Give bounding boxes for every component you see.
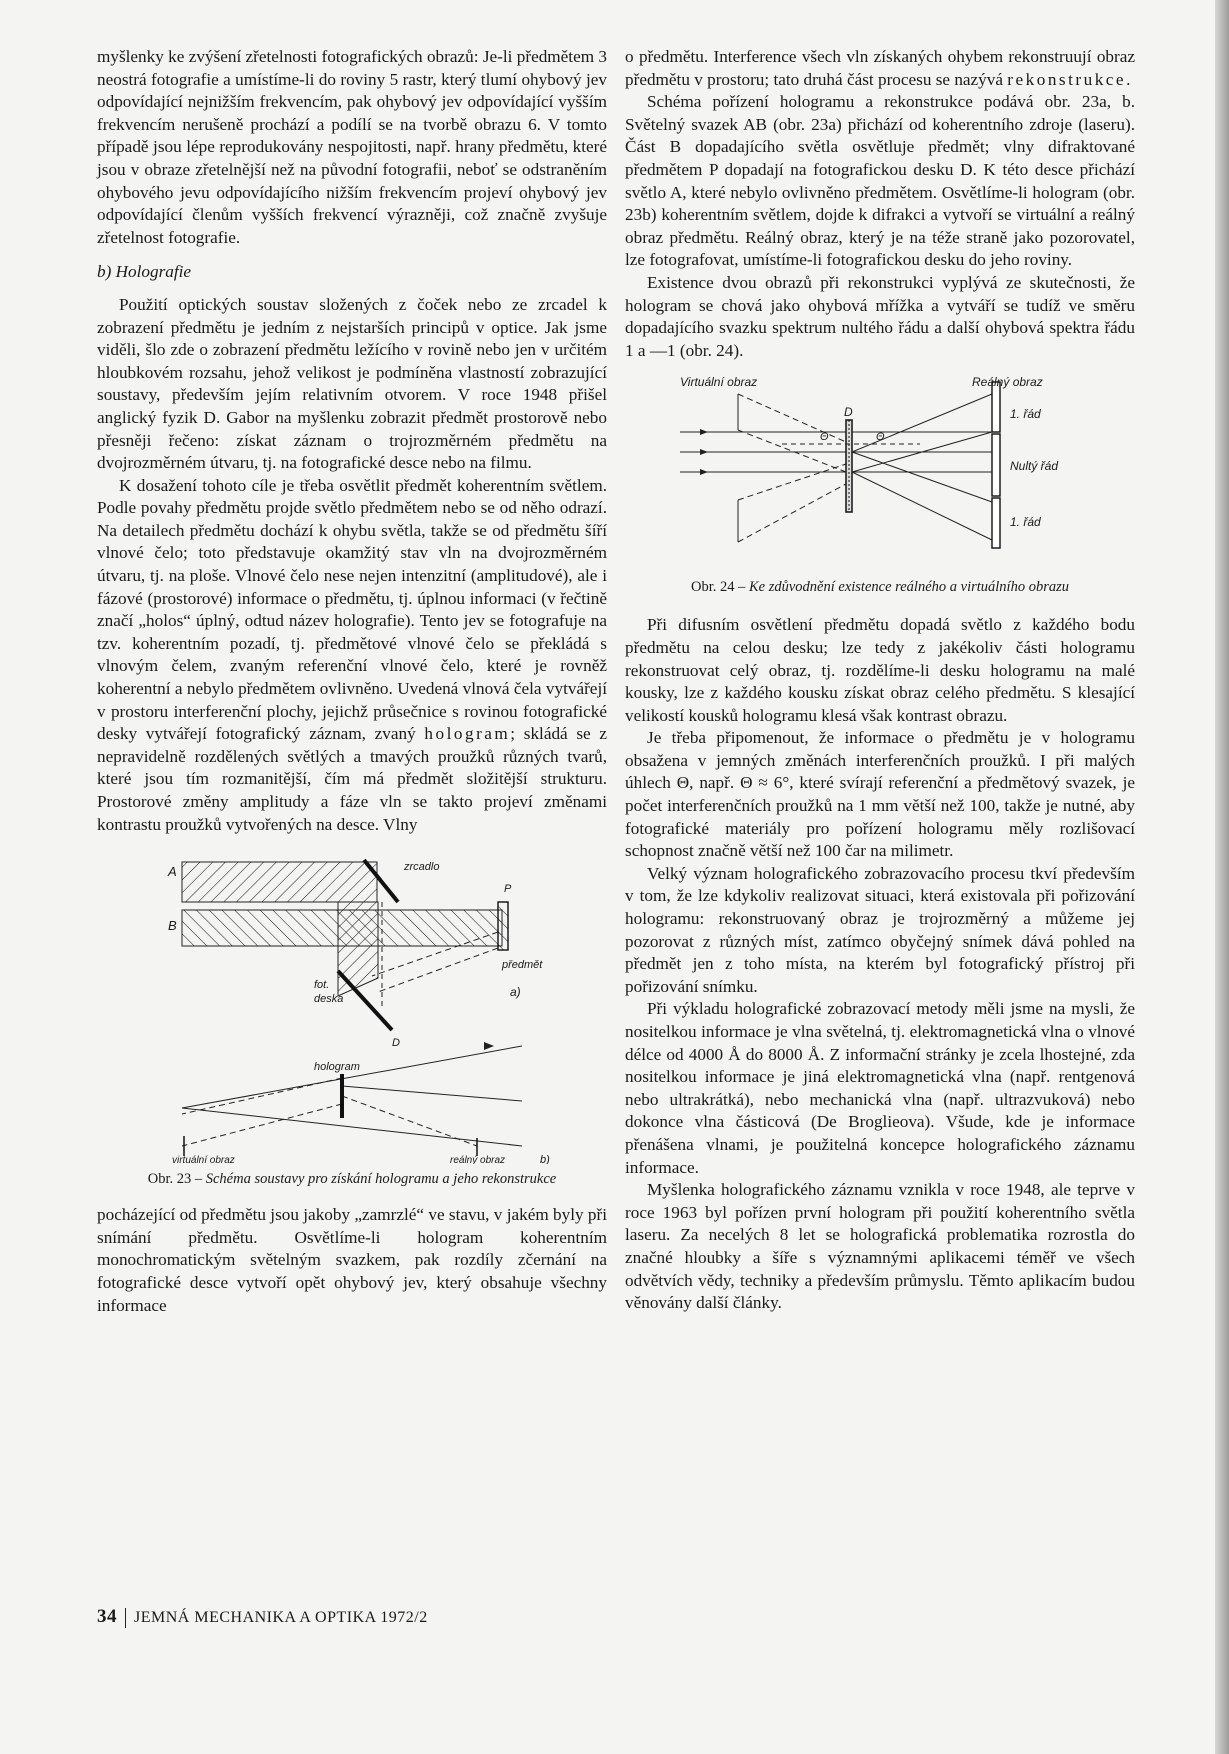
scatter-ray [378, 948, 498, 992]
beam-b [182, 910, 502, 946]
caption-number: Obr. 23 [147, 1171, 192, 1188]
section-heading: b) Holografie [97, 262, 192, 282]
virtual-ray [738, 394, 846, 442]
paragraph: Při výkladu holografické zobrazovací metody měli jsme na mysli, že nositelkou informace je vlna světelná, tj. elektromagnetická vlna o vlnové délce od 4000 Å do 8000 Å. Z informační stránky je zcela lhostejné, zda nositelkou informace je jiná elektromagnetická vlna (např. rentgenová nebo ultrakrátká), nebo mechanická vlna (např. ultrazvuková) nebo dokonce vlna částicová (De Broglieova). Všude, kde je informace přenášena vlnami, je použitelná koncepce holografického záznamu informace. [625, 999, 1135, 1177]
text-run: o předmětu. Interference všech vln získaných ohybem rekonstruují obraz předmětu v prostoru; tato druhá část procesu se nazývá [625, 47, 1135, 89]
real-ray [342, 1096, 477, 1146]
paragraph: Velký význam holografického zobrazovacího procesu tkví především v tom, že lze kdykoliv realizovat situaci, která existovala při pořizování hologramu: rekonstruovaný obraz je trojrozměrný a můžeme jej pozorovat z různých míst, zatímco obyčejný snímek dává pohled na předmět jen z toho místa, na kterém byl fotografický přístroj při pořizování snímku. [625, 863, 1135, 996]
text-run: . [1126, 69, 1131, 89]
paragraph: Myšlenka holografického záznamu vznikla v roce 1948, ale teprve v roce 1963 byl pořízen první hologram při použití koherentního světla laseru. Za necelých 8 let se holografická problematika rozrostla do značné hloubky a šíře s významnými aplikacemi téměř ve všech odvětvích vědy, techniky a především průmyslu. Těmto aplikacím budou věnovány další články. [625, 1180, 1135, 1313]
screen-order-1-bottom [992, 498, 1000, 548]
page-number: 34 [97, 1606, 117, 1627]
paragraph: Při difusním osvětlení předmětu dopadá světlo z každého bodu předmětu na celou desku; lze tedy z jakékoliv části hologramu rekonstruovat celý obraz, tj. rozdělíme-li desku hologramu na malé kousky, lze z každého kousku získat obraz celého předmětu. S klesající velikostí kousků hologramu klesá však kontrast obrazu. [625, 615, 1135, 725]
figure-23 [97, 856, 607, 1188]
label-b-subfig: b) [540, 1154, 550, 1165]
paragraph: Existence dvou obrazů při rekonstrukci vyplývá ze skutečnosti, že hologram se chová jako ohybová mřížka a vytváří se tudíž ve směru dopadajícího svazku spektrum nultého řádu a další ohybová spektra řádu 1 a —1 (obr. 24). [625, 272, 1135, 360]
paragraph [97, 475, 607, 837]
label-real: reálný obraz [450, 1155, 506, 1165]
label-order-1-bottom: 1. řád [1010, 515, 1041, 530]
label-d: D [844, 405, 853, 420]
label-real: Reálný obraz [972, 375, 1043, 390]
ray [182, 1108, 522, 1146]
screen-order-0 [992, 434, 1000, 496]
page-edge-shadow [1215, 0, 1229, 1754]
text-run: ; skládá se z nepravidelně rozdělených světlých a tmavých proužků různých tvarů, které jsou tím rozmanitější, čím má předmět složitější strukturu. Prostorové změny amplitudy a fáze vln se takto projeví změnami kontrastu proužků vytvořených na desce. Vlny [97, 724, 608, 834]
label-d: D [392, 1037, 400, 1050]
right-column [625, 46, 1135, 1315]
ray [182, 1046, 522, 1108]
paragraph: Je třeba připomenout, že informace o předmětu je v hologramu obsažena v jemných změnách interferenčních proužků. I při malých úhlech Θ, např. Θ ≈ 6°, které svírají referenční a předmětový svazek, je počet interferenčních proužků na 1 mm větší než 100, takže je nutné, aby fotografické materiály pro pořízení hologramu měly rozlišovací schopnost značně větší než 100 čar na milimetr. [625, 728, 1135, 861]
real-ray [852, 472, 992, 540]
label-theta-right: Θ [876, 431, 885, 444]
label-virtual: virtuální obraz [172, 1155, 235, 1165]
label-object: předmět [502, 959, 543, 972]
caption-text: Schéma soustavy pro získání hologramu a jeho rekonstrukce [205, 1171, 557, 1188]
page-footer [97, 1606, 428, 1628]
virtual-ray [738, 464, 846, 500]
paragraph: Schéma pořízení hologramu a rekonstrukce podává obr. 23a, b. Světelný svazek AB (obr. 23a) přichází od koherentního zdroje (laseru). Část B dopadajícího světla osvětluje předmět; vlny difraktované předmětem P dopadají na fotografickou desku D. K této desce přichází světlo A, které nebylo ovlivněno předmětem. Osvětlíme-li hologram (obr. 23b) koherentním světlem, dojde k difrakci a vytvoří se virtuální a reálný obraz předmětu. Reálný obraz, který je na téže straně jako pozorovatel, lze fotografovat, umístíme-li fotografickou desku do jeho roviny. [625, 92, 1135, 270]
real-ray [852, 452, 992, 502]
paragraph: myšlenky ke zvýšení zřetelnosti fotografických obrazů: Je-li předmětem 3 neostrá fotografie a umístíme-li do roviny 5 rastr, který tlumí ohybový jev odpovídající nejnižším frekvencím, pak ohybový jev odpovídající vyšším frekvencím nerušeně prochází a podílí se na tvorbě obrazu 6. V tomto případě jsou lépe reprodukovány nespojitosti, např. hrany předmětu, které jsou v obraze zřetelnější než na původní fotografii, neboť se odstraněním ohybového jevu odpovídajícího nižším frekvencím projeví ohybový jev odpovídající členům vyšších frekvencí výrazněji, což značně zvyšuje zřetelnost fotografie. [97, 47, 607, 247]
arrow-icon [700, 429, 708, 475]
label-mirror: zrcadlo [404, 861, 440, 874]
virtual-ray [738, 484, 846, 542]
footer-divider [125, 1608, 126, 1628]
beam-a [182, 862, 377, 902]
label-theta-left: Θ [820, 431, 829, 444]
emphasized-term: rekonstrukce [1007, 69, 1127, 89]
journal-title: JEMNÁ MECHANIKA A OPTIKA 1972/2 [134, 1609, 428, 1626]
figure-23-caption: Obr. 23 – Schéma soustavy pro získání hologramu a jeho rekonstrukce [147, 1171, 557, 1188]
paragraph: Použití optických soustav složených z čoček nebo ze zrcadel k zobrazení předmětu je jedním z nejstarších principů v optice. Jak jsme viděli, šlo zde o zobrazení předmětu ležícího v rovině nebo jen v určitém hloubkovém rozsahu, jehož velikost je podmíněna vlastností zobrazující soustavy, především jejím relativním otvorem. V roce 1948 přišel anglický fyzik D. Gabor na myšlenku zobrazit předmět prostorově nebo přesněji řečeno: získat záznam o trojrozměrném předmětu na dvojrozměrném útvaru, tj. na fotografické desce nebo na filmu. [97, 294, 607, 473]
figure-24-diagram [670, 372, 1090, 572]
paragraph [625, 46, 1135, 91]
label-plate-2: deska [314, 993, 344, 1006]
caption-number: Obr. 24 [690, 579, 735, 596]
label-order-1-top: 1. řád [1010, 407, 1041, 422]
label-hologram: hologram [314, 1061, 360, 1074]
text-run: K dosažení tohoto cíle je třeba osvětlit předmět koherentním světlem. Podle povahy předmětu projde světlo předmětem nebo se od něho odrazí. Na detailech předmětu dochází k ohybu světla, takže se od předmětu šíří vlnové čelo; toto představuje okamžitý stav vln na dvojrozměrném útvaru, tj. na ploše. Vlnové čelo nese nejen intenzitní (amplitudové), ale i fázové (prostorové) informace o předmětu, tj. úplnou informaci (v řečtině značí „holos“ úplný, odtud název holografie). Tento jev se fotografuje na tzv. koherentním pozadí, tj. předmětové vlnové čelo se překládá s vlnovým čelem, zvaným referenční vlnové čelo, které je rovněž koherentní a nebylo předmětem ovlivněno. Uvedená vlnová čela vytvářejí v prostoru interferenční plochy, jejichž průsečnice s rovinou fotografické desky vytvářejí fotografický záznam, zvaný [97, 475, 607, 744]
object-p [498, 902, 508, 950]
label-a: A [168, 864, 177, 880]
virtual-ray [738, 430, 846, 472]
label-p: P [504, 883, 512, 896]
figure-24-caption: Obr. 24 – Ke zdůvodnění existence reálného a virtuálního obrazu [690, 579, 1069, 596]
paragraph: pocházející od předmětu jsou jakoby „zamrzlé“ ve stavu, v jakém byly při snímání předmětu. Osvětlíme-li hologram koherentním monochromatickým světelným svazkem, pak rozdíly zčernání na fotografické desce vytvoří opět ohybový jev, který obsahuje všechny informace [97, 1205, 607, 1315]
label-order-0: Nultý řád [1010, 459, 1059, 474]
figure-24 [625, 372, 1135, 596]
caption-text: Ke zdůvodnění existence reálného a virtuálního obrazu [748, 579, 1069, 596]
emphasized-term: hologram [424, 724, 511, 744]
figure-23-diagram [142, 856, 562, 1164]
observer-eye-icon [484, 1042, 494, 1050]
virtual-ray [182, 1078, 342, 1114]
label-a-subfig: a) [510, 985, 521, 1000]
label-b: B [168, 918, 177, 934]
left-column [97, 46, 607, 1317]
screen-order-1-top [992, 382, 1000, 432]
ray [342, 1086, 522, 1101]
label-plate-1: fot. [314, 979, 330, 992]
label-virtual: Virtuální obraz [680, 375, 758, 390]
real-ray [852, 394, 992, 452]
